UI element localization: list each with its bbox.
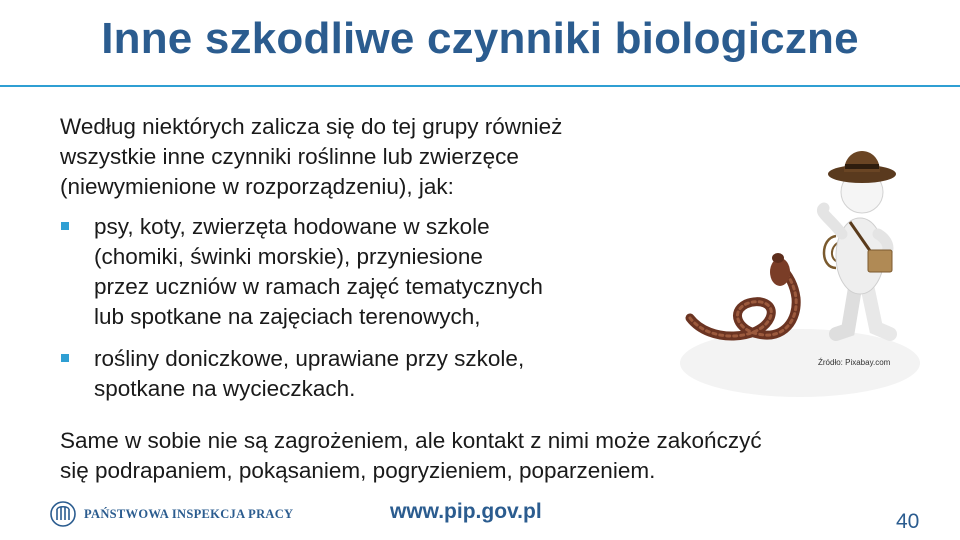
title-divider [0, 85, 960, 87]
bullet-line: psy, koty, zwierzęta hodowane w szkole [94, 214, 490, 239]
bullet-line: spotkane na wycieczkach. [94, 376, 356, 401]
image-source-caption: Źródło: Pixabay.com [818, 358, 891, 367]
outro-line: Same w sobie nie są zagrożeniem, ale kontakt z nimi może zakończyć [60, 428, 762, 453]
outro-line: się podrapaniem, pokąsaniem, pogryzieniem, poparzeniem. [60, 458, 656, 483]
bullet-item-animals [60, 212, 660, 332]
bullet-list [60, 212, 660, 404]
pip-logo-icon [50, 501, 76, 527]
intro-line: (niewymienione w rozporządzeniu), jak: [60, 174, 454, 199]
intro-paragraph [60, 112, 680, 202]
bullet-line: (chomiki, świnki morskie), przyniesione [94, 244, 483, 269]
footer-url-link[interactable]: www.pip.gov.pl [390, 500, 542, 523]
logo-text: PAŃSTWOWA INSPEKCJA PRACY [84, 506, 294, 521]
intro-line: wszystkie inne czynniki roślinne lub zwierzęce [60, 144, 519, 169]
bullet-line: przez uczniów w ramach zajęć tematycznych [94, 274, 543, 299]
page-number: 40 [896, 510, 920, 533]
bullet-line: lub spotkane na zajęciach terenowych, [94, 304, 481, 329]
square-bullet-icon [61, 222, 69, 230]
bullet-line: rośliny doniczkowe, uprawiane przy szkole, [94, 346, 525, 371]
slide-title: Inne szkodliwe czynniki biologiczne [101, 14, 859, 63]
intro-line: Według niektórych zalicza się do tej grupy również [60, 114, 563, 139]
explorer-snake-illustration [650, 108, 940, 408]
outro-paragraph [60, 426, 920, 486]
pip-logo[interactable] [50, 500, 293, 528]
bullet-item-plants [60, 344, 660, 404]
square-bullet-icon [61, 354, 69, 362]
